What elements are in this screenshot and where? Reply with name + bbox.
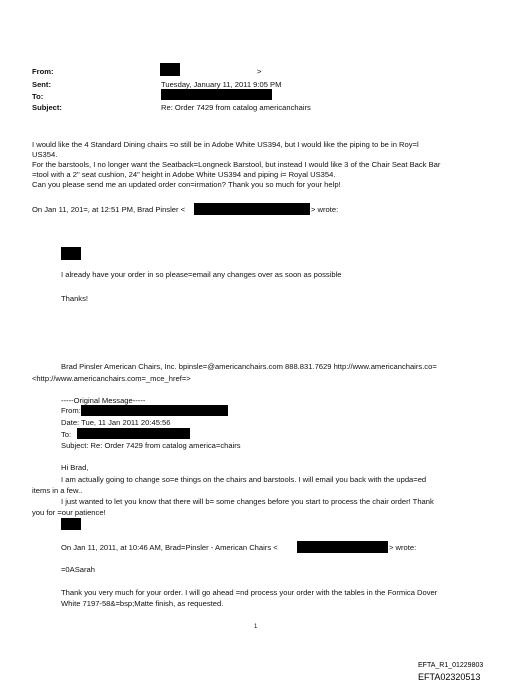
paragraph-4-line-1: Thank you very much for your order. I will go ahead =nd process your order with the tables in the Formica Dover bbox=[61, 588, 438, 597]
redaction-signature bbox=[61, 518, 81, 530]
reply-header-1-suffix: > wrote: bbox=[311, 205, 339, 214]
paragraph-3-line-2: you for =our patience! bbox=[32, 508, 106, 517]
paragraph-2-line-2: items in a few.. bbox=[32, 486, 83, 495]
redaction-to bbox=[161, 89, 272, 100]
redaction-from bbox=[160, 63, 180, 76]
brad-message-line: I already have your order in so please=email any changes over as soon as possible bbox=[61, 270, 342, 279]
hi-brad: Hi Brad, bbox=[61, 463, 89, 472]
redaction-orig-from bbox=[81, 405, 228, 416]
original-message-divider: -----Original Message----- bbox=[61, 396, 146, 405]
footer-doc-id-1: EFTA_R1_01229803 bbox=[418, 662, 484, 669]
to-label: To: bbox=[32, 92, 44, 101]
paragraph-4-line-2: White 7197-58&=bsp;Matte finish, as requested. bbox=[61, 599, 224, 608]
from-suffix: > bbox=[257, 67, 262, 76]
orig-to-label: To: bbox=[61, 430, 72, 439]
redaction-orig-to bbox=[77, 428, 190, 439]
signature-line-2: <http://www.americanchairs.com=_mce_href=> bbox=[32, 374, 191, 383]
brad-thanks: Thanks! bbox=[61, 294, 89, 303]
paragraph-2-line-1: I am actually going to change so=e things on the chairs and barstools. I will email you back with the upda=ed bbox=[61, 475, 427, 484]
subject-label: Subject: bbox=[32, 103, 62, 112]
page-number: 1 bbox=[254, 624, 258, 630]
reply-header-1: On Jan 11, 201=, at 12:51 PM, Brad Pinsler < bbox=[32, 205, 186, 214]
sent-label: Sent: bbox=[32, 80, 51, 89]
paragraph-line: Can you please send me an updated order con=irmation? Thank you so much for your help! bbox=[32, 180, 341, 189]
signature-line-1: Brad Pinsler American Chairs, Inc. bpinsle=@americanchairs.com 888.831.7629 http://www.americanchairs.co= bbox=[61, 362, 437, 371]
subject-value: Re: Order 7429 from catalog americanchairs bbox=[161, 103, 311, 112]
orig-date: Date: Tue, 11 Jan 2011 20:45:56 bbox=[61, 418, 171, 427]
oasarah-line: =0ASarah bbox=[61, 565, 95, 574]
paragraph-line: =tool with a 2" seat cushion, 24" height in Adobe White US394 and piping i= Royal US354. bbox=[32, 170, 336, 179]
paragraph-3-line-1: I just wanted to let you know that there will b= some changes before you start to process the chair order! Thank bbox=[61, 497, 434, 506]
paragraph-line: US354. bbox=[32, 150, 58, 159]
from-label: From: bbox=[32, 67, 54, 76]
redaction-email-1 bbox=[194, 203, 310, 215]
sent-value: Tuesday, January 11, 2011 9:05 PM bbox=[161, 80, 282, 89]
paragraph-line: For the barstools, I no longer want the Seatback=Longneck Barstool, but instead I would like 3 of the Chair Seat Back Bar bbox=[32, 160, 441, 169]
redaction-greeting bbox=[61, 247, 81, 260]
orig-subject: Subject: Re: Order 7429 from catalog america=chairs bbox=[61, 441, 241, 450]
reply-header-2: On Jan 11, 2011, at 10:46 AM, Brad=Pinsler - American Chairs < bbox=[61, 543, 278, 552]
message-paragraph-1 bbox=[32, 140, 492, 190]
paragraph-line: I would like the 4 Standard Dining chairs =o still be in Adobe White US394, but I would like the piping to be in Roy=l bbox=[32, 140, 419, 149]
reply-header-2-suffix: > wrote: bbox=[389, 543, 417, 552]
orig-from-label: From: bbox=[61, 406, 81, 415]
footer-doc-id-2: EFTA02320513 bbox=[418, 672, 481, 682]
redaction-email-2 bbox=[297, 541, 388, 553]
